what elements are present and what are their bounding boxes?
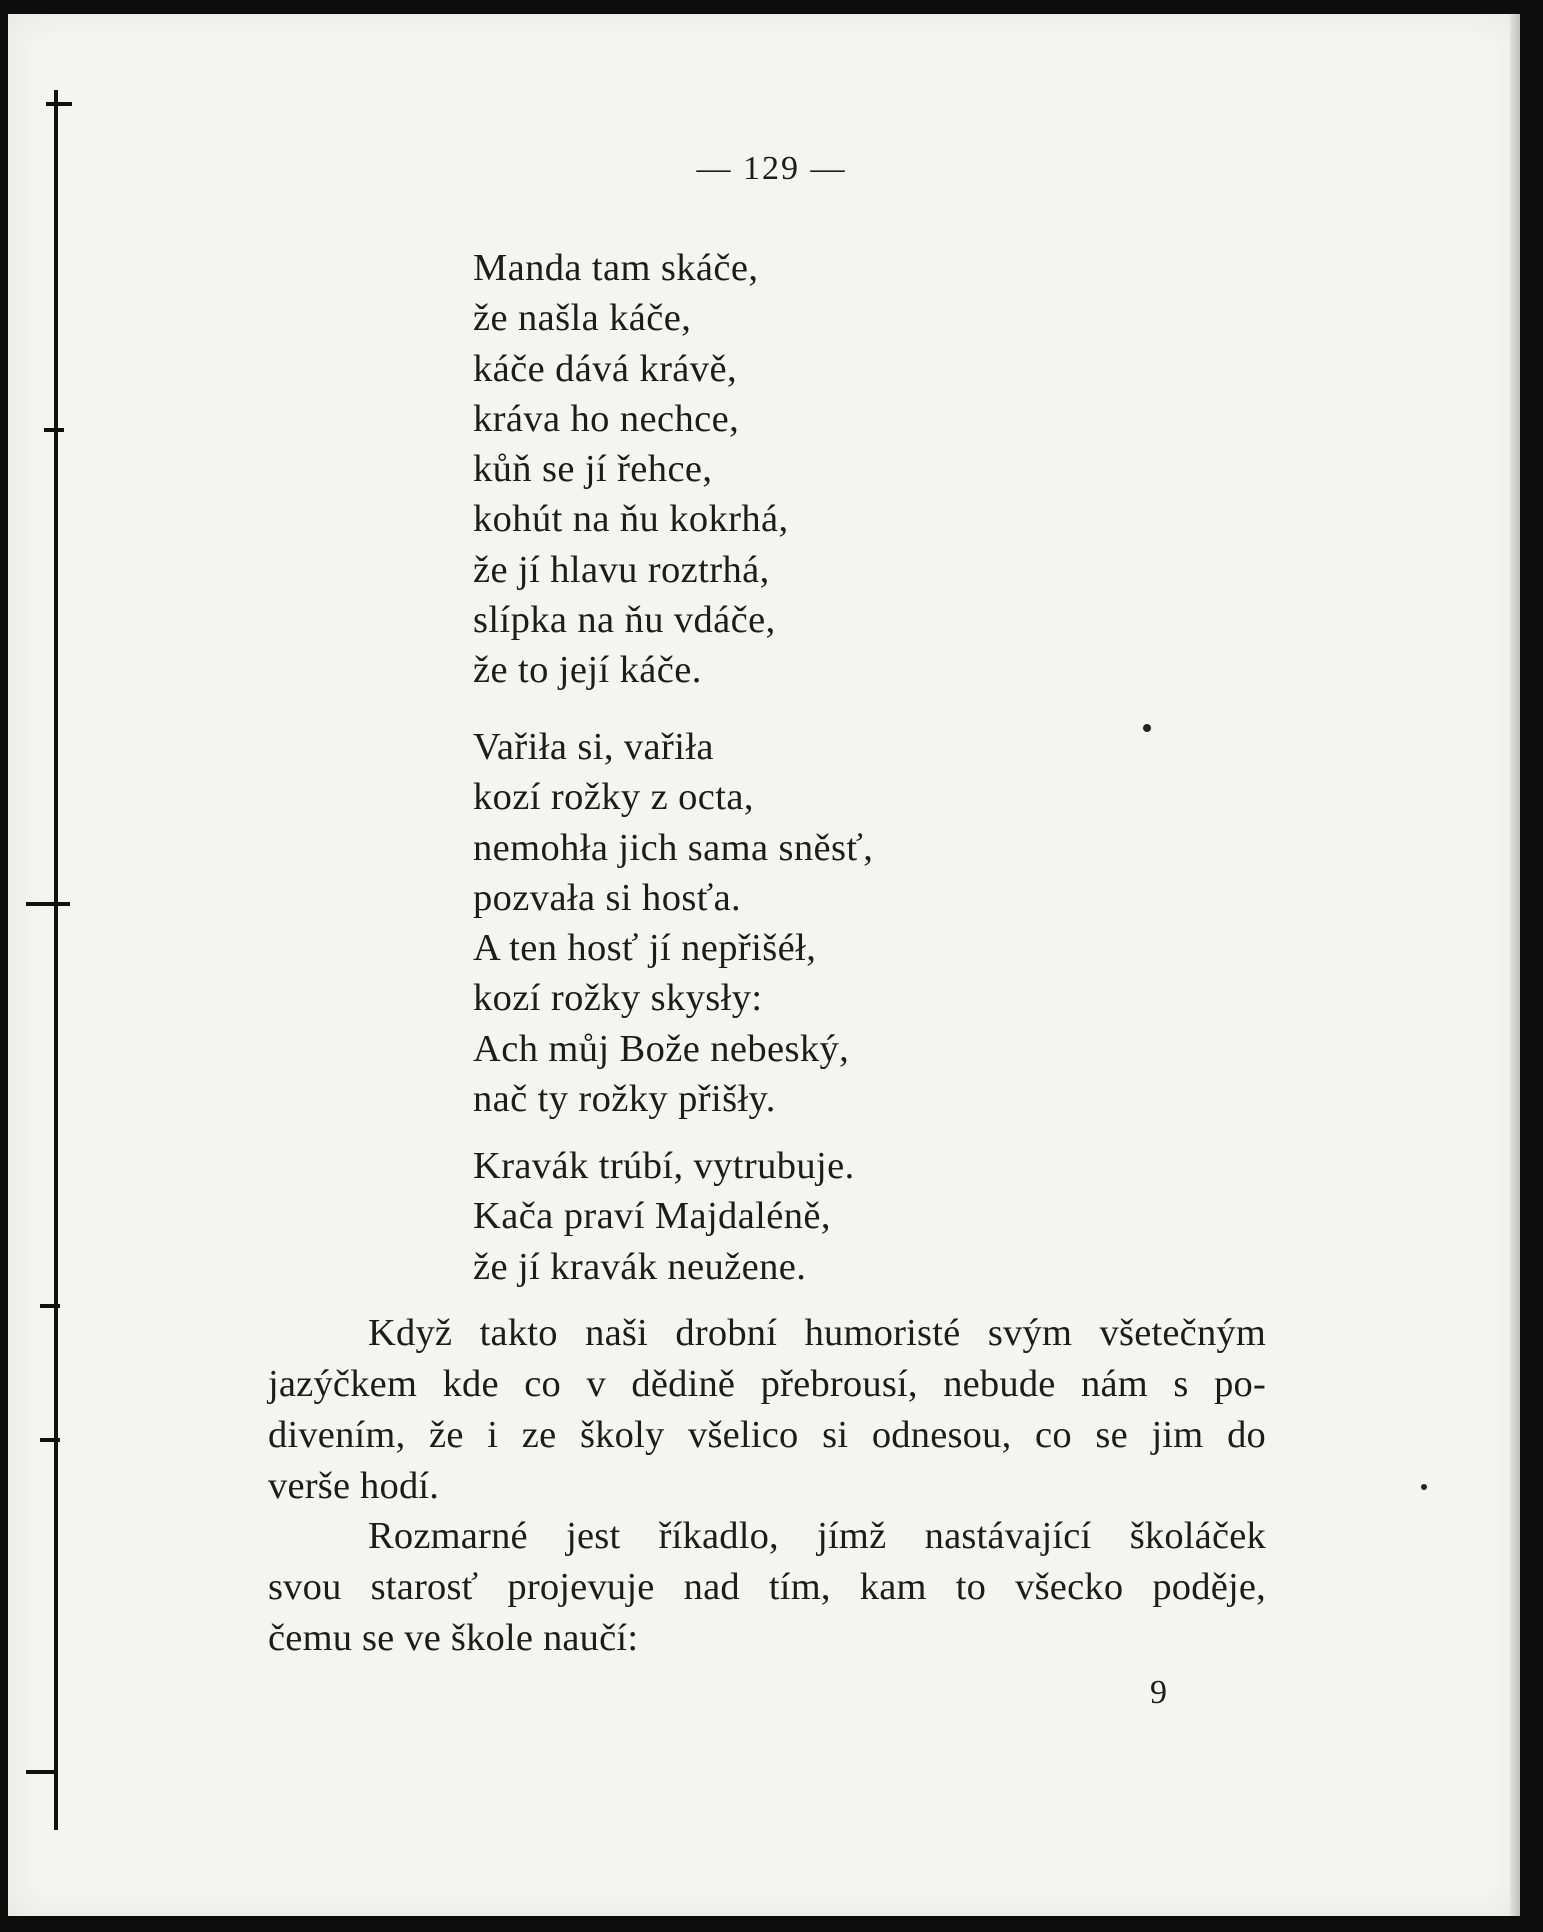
binding-tick xyxy=(40,1438,60,1442)
verse-stanza-2 xyxy=(473,722,873,1124)
verse-line: A ten hosť jí nepřišéł, xyxy=(473,927,817,970)
binding-tick xyxy=(26,1770,56,1774)
prose-line: jazýčkem kde co v dědině přebrousí, nebude nám s po- xyxy=(268,1363,1266,1405)
prose-line: svou starosť projevuje nad tím, kam to všecko poděje, xyxy=(268,1566,1266,1608)
verse-line: nemohła jich sama sněsť, xyxy=(473,826,874,869)
verse-line: kráva ho nechce, xyxy=(473,397,740,440)
prose-paragraph-1 xyxy=(268,1308,1266,1512)
binding-tick xyxy=(44,428,64,432)
print-speck xyxy=(1143,724,1151,732)
prose-line: divením, že i ze školy všelico si odnesou, co se jim do xyxy=(268,1414,1266,1456)
verse-stanza-3 xyxy=(473,1141,855,1292)
verse-line: že jí hlavu roztrhá, xyxy=(473,548,770,591)
page-number-header: — 129 — xyxy=(696,150,847,187)
prose-line: Rozmarné jest říkadlo, jímž nastávající školáček xyxy=(368,1515,1266,1557)
verse-line: Ach můj Bože nebeský, xyxy=(473,1027,850,1070)
verse-line: nač ty rožky přišły. xyxy=(473,1078,776,1121)
prose-paragraph-2 xyxy=(268,1511,1266,1664)
verse-line: Vařiła si, vařiła xyxy=(473,726,714,768)
verse-line: že našla káče, xyxy=(473,297,692,340)
verse-line: slípka na ňu vdáče, xyxy=(473,599,776,642)
page-edge xyxy=(1510,14,1520,1916)
binding-tick xyxy=(40,1304,60,1308)
verse-line: kozí rožky z octa, xyxy=(473,776,754,819)
signature-mark: 9 xyxy=(1150,1674,1167,1711)
binding-tick xyxy=(26,902,70,906)
prose-line: čemu se ve škole naučí: xyxy=(268,1617,639,1659)
print-speck xyxy=(1421,1484,1427,1490)
prose-line: verše hodí. xyxy=(268,1465,440,1507)
verse-line: kůň se jí řehce, xyxy=(473,448,713,491)
verse-line: že to její káče. xyxy=(473,649,702,692)
prose-line: Když takto naši drobní humoristé svým všetečným xyxy=(368,1312,1266,1354)
binding-line xyxy=(54,90,58,1830)
verse-stanza-1 xyxy=(473,243,789,696)
verse-line: kozí rožky skysły: xyxy=(473,977,763,1020)
verse-line: kohút na ňu kokrhá, xyxy=(473,498,789,541)
verse-line: pozvała si hosťa. xyxy=(473,876,742,919)
binding-tick xyxy=(46,102,72,106)
verse-line: že jí kravák neužene. xyxy=(473,1245,807,1288)
verse-line: Kača praví Majdaléně, xyxy=(473,1195,831,1238)
verse-line: Manda tam skáče, xyxy=(473,247,759,289)
verse-line: Kravák trúbí, vytrubuje. xyxy=(473,1145,855,1187)
verse-line: káče dává krávě, xyxy=(473,347,737,390)
